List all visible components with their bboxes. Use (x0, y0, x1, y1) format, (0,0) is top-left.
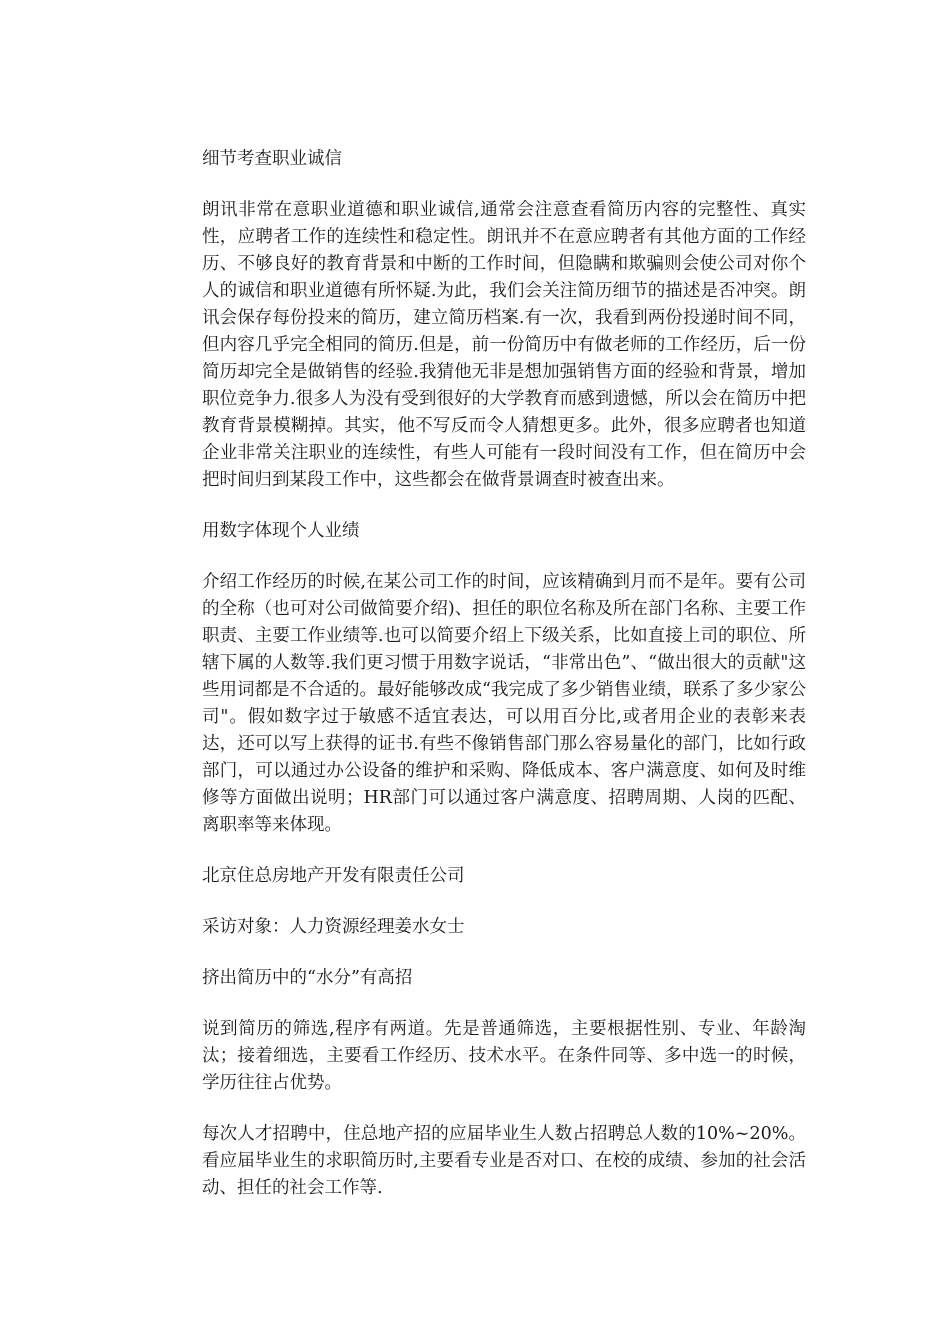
section-heading-screening: 挤出简历中的“水分”有高招 (202, 968, 413, 988)
paragraph-integrity: 朗讯非常在意职业道德和职业诚信,通常会注意查看简历内容的完整性、真实性，应聘者工作的连续性和稳定性。朗讯并不在意应聘者有其他方面的工作经历、不够良好的教育背景和中断的工作时间，但隐瞒和欺骗则会使公司对你个人的诚信和职业道德有所怀疑.为此，我们会关注简历细节的描述是否冲突。朗讯会保存每份投来的简历，建立简历档案.有一次，我看到两份投递时间不同，但内容几乎完全相同的简历.但是，前一份简历中有做老师的工作经历，后一份简历却完全是做销售的经验.我猜他无非是想加强销售方面的经验和背景，增加职位竞争力.很多人为没有受到很好的大学教育而感到遗憾，所以会在简历中把教育背景模糊掉。其实，他不写反而令人猜想更多。此外，很多应聘者也知道企业非常关注职业的连续性，有些人可能有一段时间没有工作，但在简历中会把时间归到某段工作中，这些都会在做背景调查时被查出来。 (202, 200, 806, 490)
interviewee-line: 采访对象：人力资源经理姜水女士 (202, 917, 465, 937)
section-heading-integrity: 细节考查职业诚信 (202, 149, 342, 169)
section-heading-performance: 用数字体现个人业绩 (202, 521, 360, 541)
paragraph-screening: 说到简历的筛选,程序有两道。先是普通筛选，主要根据性别、专业、年龄淘汰；接着细选，主要看工作经历、技术水平。在条件同等、多中选一的时候，学历往往占优势。 (202, 1019, 806, 1093)
paragraph-performance: 介绍工作经历的时候,在某公司工作的时间，应该精确到月而不是年。要有公司的全称（也可对公司做简要介绍)、担任的职位名称及所在部门名称、主要工作职责、主要工作业绩等.也可以简要介绍上下级关系，比如直接上司的职位、所辖下属的人数等.我们更习惯于用数字说话，“非常出色”、“做出很大的贡献"这些用词都是不合适的。最好能够改成“我完成了多少销售业绩，联系了多少家公司"。假如数字过于敏感不适宜表达，可以用百分比,或者用企业的表彰来表达，还可以写上获得的证书.有些不像销售部门那么容易量化的部门，比如行政部门，可以通过办公设备的维护和采购、降低成本、客户满意度、如何及时维修等方面做出说明；HR部门可以通过客户满意度、招聘周期、人岗的匹配、离职率等来体现。 (202, 572, 806, 835)
document-page (202, 146, 806, 1226)
company-name: 北京住总房地产开发有限责任公司 (202, 866, 465, 886)
paragraph-graduates: 每次人才招聘中，住总地产招的应届毕业生人数占招聘总人数的10%~20%。看应届毕业生的求职简历时,主要看专业是否对口、在校的成绩、参加的社会活动、担任的社会工作等. (202, 1124, 806, 1198)
